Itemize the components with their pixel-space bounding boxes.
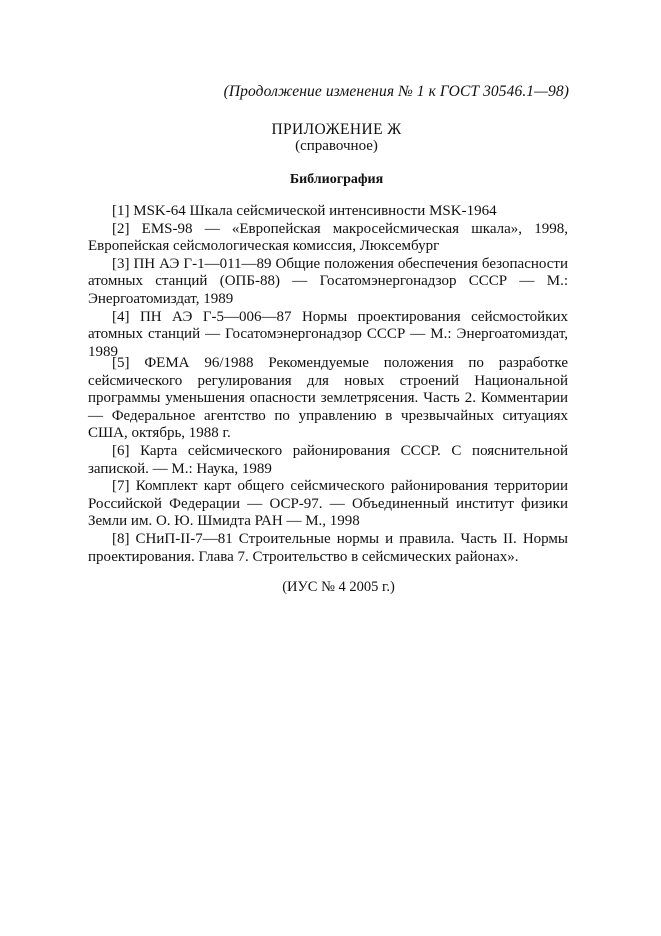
bibliography-list-a (88, 203, 568, 361)
bibliography-entry-5: [5] ФЕМА 96/1988 Рекомендуемые положения по разработке сейсмического регулирования для новых строений Национальной программы уменьшения опасности землетрясения. Часть 2. Комментарии — Федеральное агентство по управлению в чрезвычайных ситуациях США, октябрь, 1988 г. (88, 355, 568, 442)
appendix-title: ПРИЛОЖЕНИЕ Ж (271, 121, 402, 138)
bibliography-entry-6: [6] Карта сейсмического районирования СССР. С пояснительной запиской. — М.: Наука, 1989 (88, 442, 568, 477)
bibliography-entry-4: [4] ПН АЭ Г-5—006—87 Нормы проектирования сейсмостойких атомных станций — Госатомэнергонадзор СССР — М.: Энергоатомиздат, 1989 (88, 308, 568, 360)
bibliography-entry-8: [8] СНиП-II-7—81 Строительные нормы и правила. Часть II. Нормы проектирования. Глава 7. Строительство в сейсмических районах». (88, 530, 568, 565)
bibliography-entry-2: [2] EMS-98 — «Европейская макросейсмическая шкала», 1998, Европейская сейсмологическая комиссия, Люксембург (88, 220, 568, 255)
bibliography-list-b (88, 355, 568, 566)
bibliography-entry-1: [1] MSK-64 Шкала сейсмической интенсивности MSK-1964 (112, 203, 497, 219)
bibliography-heading: Библиография (289, 172, 384, 187)
bibliography-entry-7: [7] Комплект карт общего сейсмического районирования территории Российской Федерации — ОСР-97. — Объединенный институт физики Земли им. О. Ю. Шмидта РАН — М., 1998 (88, 478, 568, 530)
appendix-subtitle: (справочное) (295, 138, 378, 154)
source-note: (ИУС № 4 2005 г.) (282, 579, 395, 595)
continuation-note: (Продолжение изменения № 1 к ГОСТ 30546.1—98) (223, 83, 569, 100)
bibliography-entry-3: [3] ПН АЭ Г-1—011—89 Общие положения обеспечения безопасности атомных станций (ОПБ-88) — Госатомэнергонадзор СССР — М.: Энергоатомиздат, 1989 (88, 255, 568, 307)
